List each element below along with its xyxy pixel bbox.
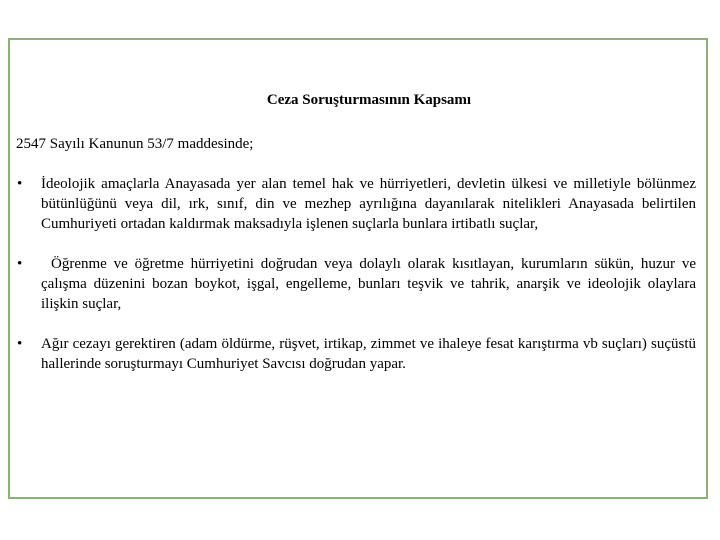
intro-text: 2547 Sayılı Kanunun 53/7 maddesinde; <box>16 136 254 152</box>
bullet-icon: • <box>17 256 23 272</box>
slide-frame <box>8 38 708 499</box>
list-item-text: Öğrenme ve öğretme hürriyetini doğrudan veya dolaylı olarak kısıtlayan, kurumların sükün, huzur ve çalışma düzenini bozan boykot, işgal, engelleme, bunları teşvik ve tahrik, anarşik ve ideolojik olaylara ilişkin suçlar, <box>41 256 696 312</box>
bullet-icon: • <box>17 336 23 352</box>
slide-title: Ceza Soruşturmasının Kapsamı <box>266 92 472 108</box>
bullet-icon: • <box>17 176 23 192</box>
list-item <box>16 254 696 314</box>
list-item-text: Ağır cezayı gerektiren (adam öldürme, rüşvet, irtikap, zimmet ve ihaleye fesat karıştırma vb suçları) suçüstü hallerinde soruşturmayı Cumhuriyet Savcısı doğrudan yapar. <box>41 336 696 372</box>
list-item <box>16 174 696 234</box>
list-item-text: İdeolojik amaçlarla Anayasada yer alan temel hak ve hürriyetleri, devletin ülkesi ve milletiyle bölünmez bütünlüğünü veya dil, ırk, sınıf, din ve mezhep ayrılığına dayanılarak nitelikleri Anayasada belirtilen Cumhuriyeti ortadan kaldırmak maksadıyla işlenen suçlarla bunlara irtibatlı suçlar, <box>41 176 696 232</box>
list-item <box>16 334 696 374</box>
bullet-list <box>16 174 696 394</box>
